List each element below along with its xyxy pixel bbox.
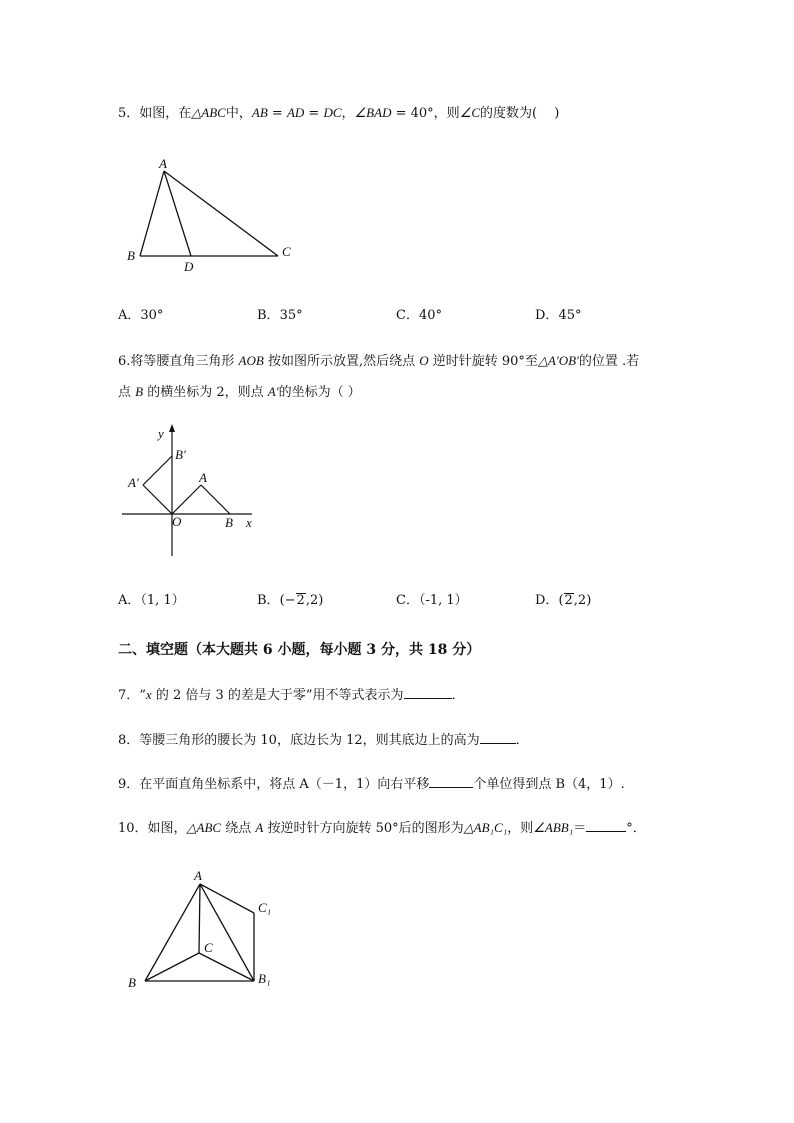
q5-label-b: B bbox=[127, 248, 135, 263]
q6-option-d-radical: 2 bbox=[564, 593, 573, 608]
q5-option-d: D．45° bbox=[535, 308, 582, 323]
q10-label-c1: C₁ bbox=[258, 900, 272, 915]
q9-stem: 9．在平面直角坐标系中，将点 A（－1，1）向右平移 个单位得到点 B（4，1）. bbox=[118, 777, 625, 792]
q6-stem-line2: 点 B 的横坐标为 2，则点 A′的坐标为（ ） bbox=[118, 384, 361, 400]
q6-label-a: A bbox=[199, 470, 207, 485]
q8-stem: 8．等腰三角形的腰长为 10，底边长为 12，则其底边上的高为 ． bbox=[118, 733, 529, 748]
q6-label-y: y bbox=[158, 426, 164, 441]
q5-stem: 5．如图，在△ABC中，AB = AD = DC，∠BAD = 40°，则∠C的度数为( ) bbox=[118, 105, 560, 121]
q6-option-b: B．(−2,2) bbox=[257, 593, 324, 608]
q6-option-c: C．（-1, 1） bbox=[396, 593, 468, 608]
q6-label-o: O bbox=[172, 514, 182, 529]
q6-label-x: x bbox=[246, 515, 252, 530]
q5-label-c: C bbox=[282, 244, 291, 259]
q6-option-b-radical: 2 bbox=[296, 593, 305, 608]
q6-label-b-prime: B′ bbox=[175, 447, 186, 462]
q10-label-b1: B₁ bbox=[258, 971, 271, 986]
q10-label-c: C bbox=[204, 940, 213, 955]
q6-label-a-prime: A′ bbox=[128, 475, 139, 490]
section-2-title: 二、填空题（本大题共 6 小题，每小题 3 分，共 18 分） bbox=[118, 642, 481, 658]
q10-segment-ac bbox=[199, 884, 200, 953]
q7-stem: 7．“x 的 2 倍与 3 的差是大于零”用不等式表示为 ． bbox=[118, 687, 465, 703]
q5-option-a: A．30° bbox=[118, 308, 164, 323]
q5-option-c: C．40° bbox=[396, 308, 442, 323]
q10-label-b: B bbox=[128, 975, 136, 990]
q6-option-a: A．（1, 1） bbox=[118, 593, 185, 608]
q6-stem-line1: 6.将等腰直角三角形 AOB 按如图所示放置,然后绕点 O 逆时针旋转 90°至△A′OB′的位置 .若 bbox=[118, 353, 640, 369]
q5-option-b: B．35° bbox=[257, 308, 303, 323]
q10-stem: 10．如图，△ABC 绕点 A 按逆时针方向旋转 50°后的图形为△AB₁C₁，则∠ABB₁＝ °． bbox=[118, 820, 646, 836]
q6-label-b: B bbox=[225, 515, 233, 530]
q5-label-a: A bbox=[159, 156, 167, 171]
q6-option-d: D．(2,2) bbox=[535, 593, 592, 608]
q5-label-d: D bbox=[184, 259, 194, 274]
q5-number: 5． bbox=[118, 106, 140, 121]
q10-label-a: A bbox=[194, 868, 202, 883]
